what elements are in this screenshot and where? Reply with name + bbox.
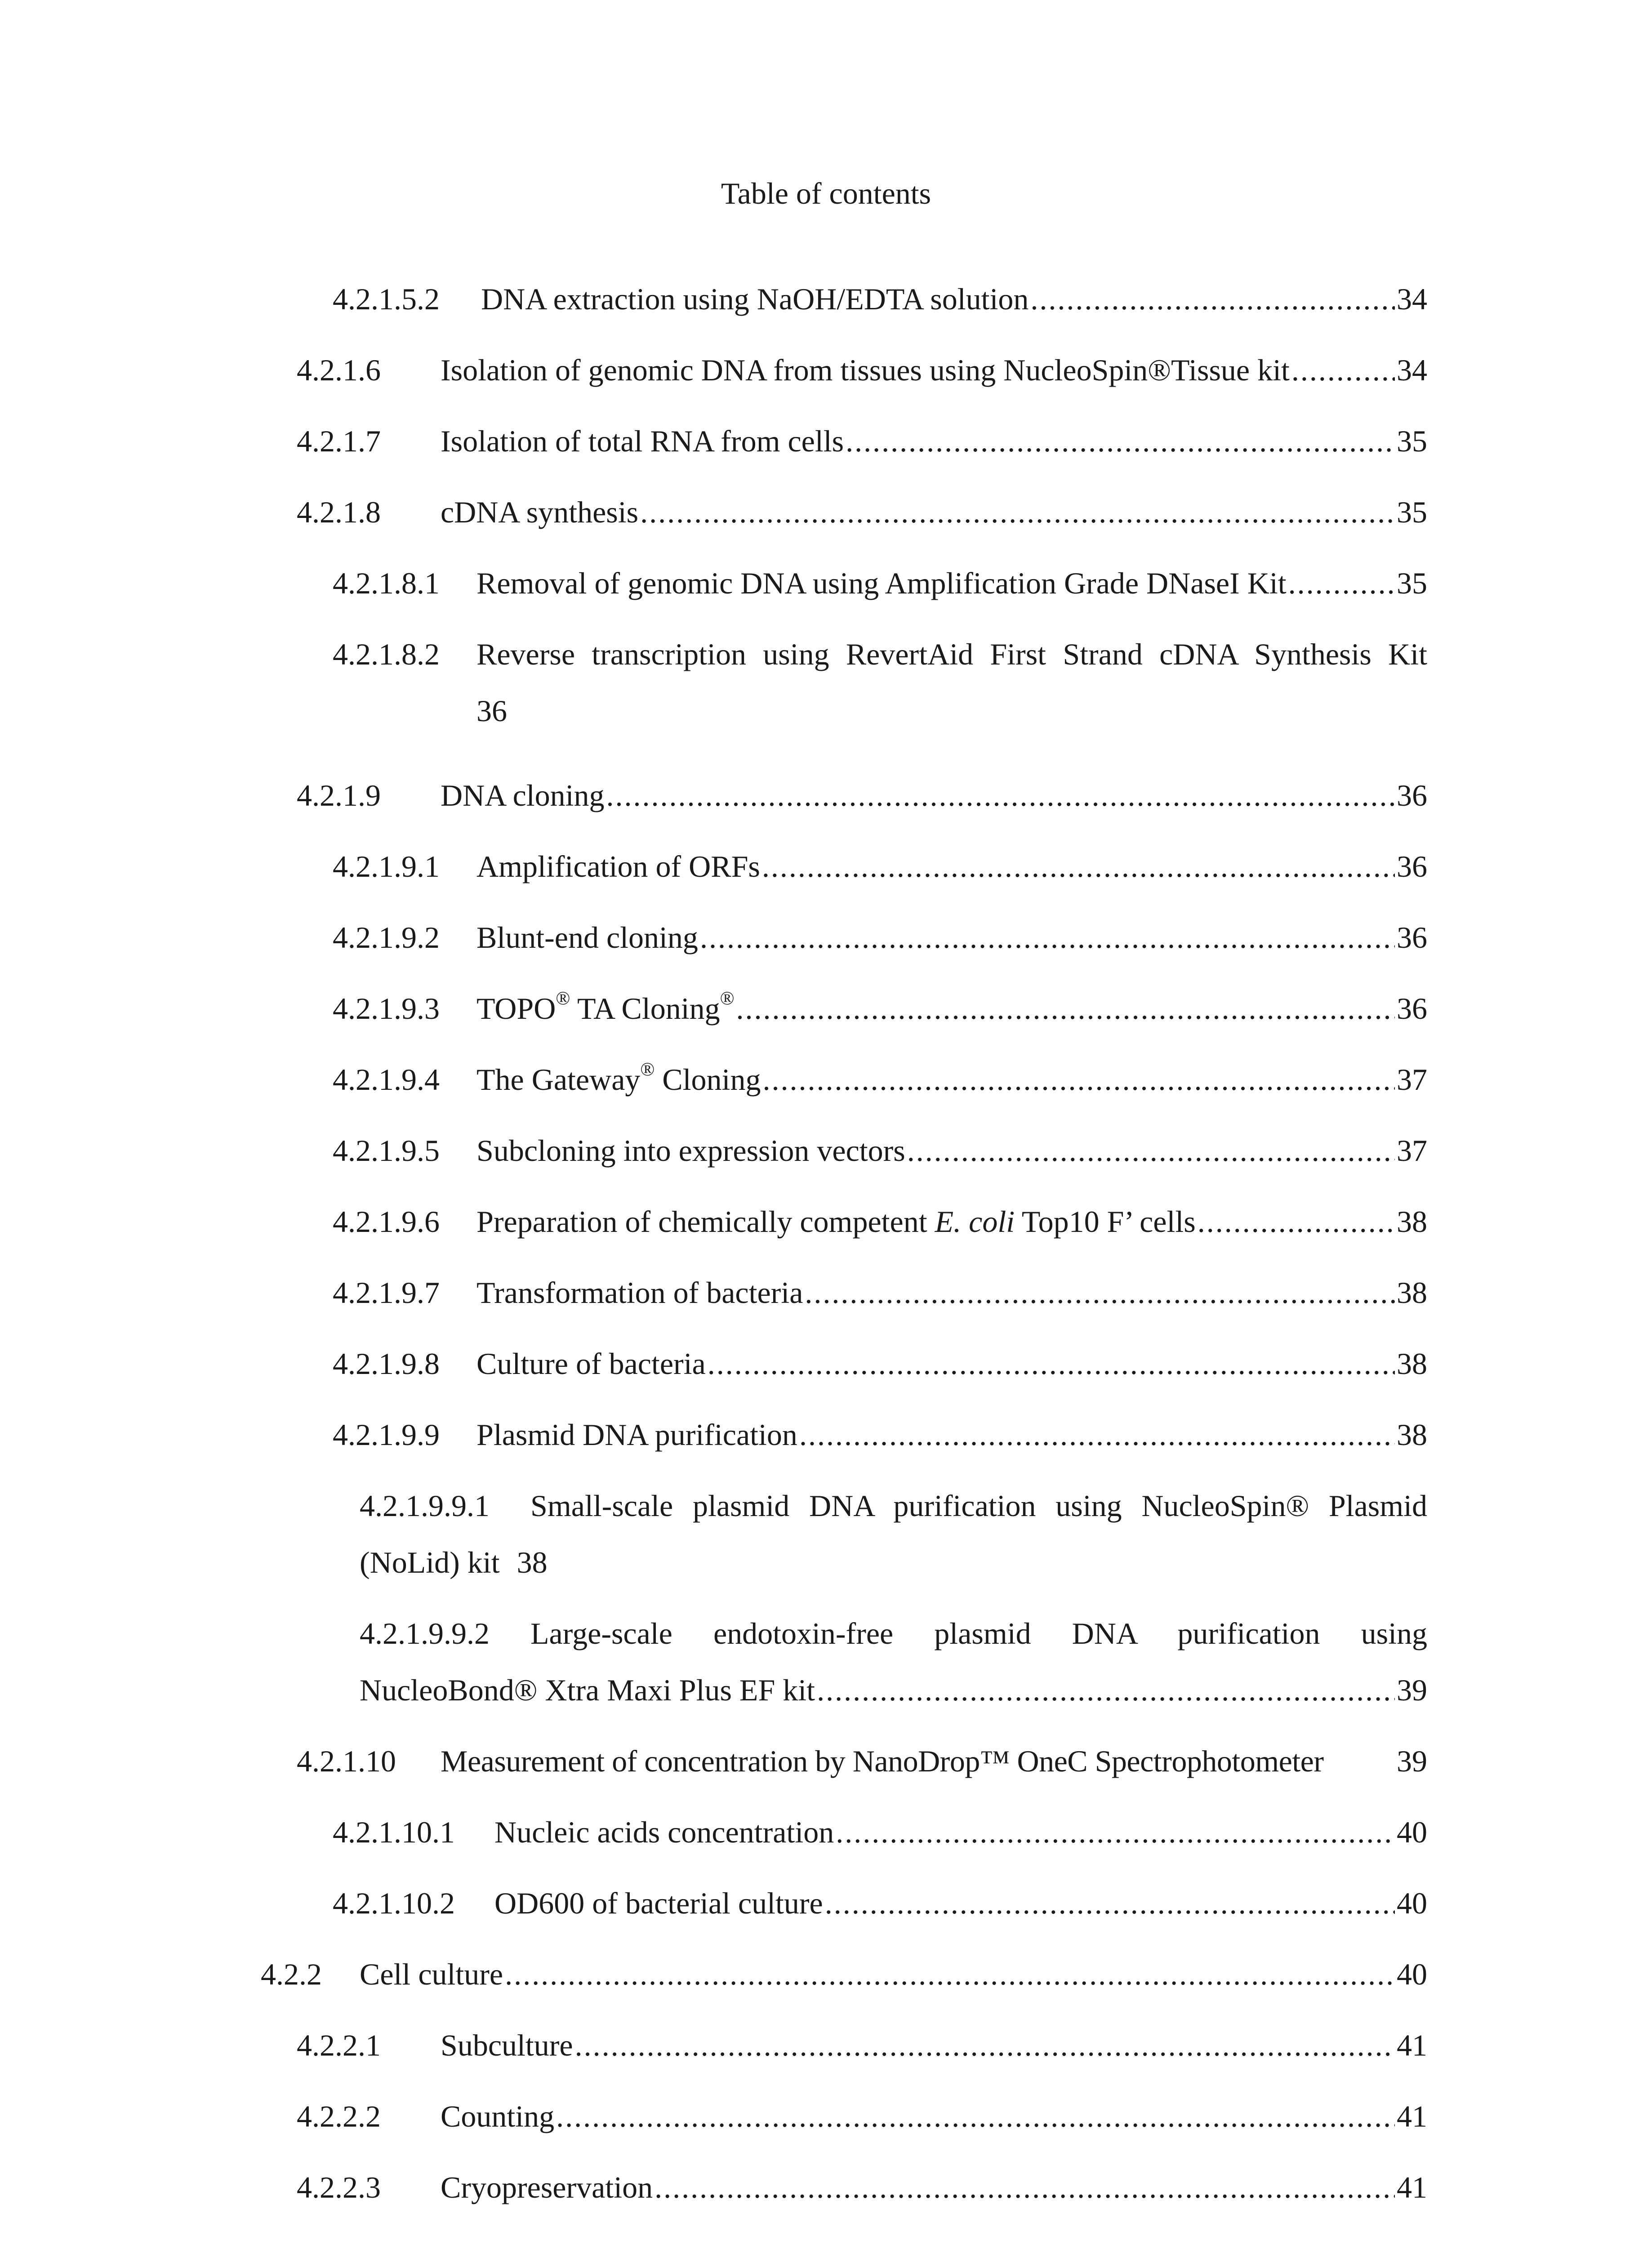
toc-entry-page: 38 (1397, 1204, 1427, 1239)
toc-entry-4-2-1-10[interactable] (297, 1741, 1427, 1781)
toc-entry-page: 40 (1397, 1815, 1427, 1849)
dot-leader (1288, 563, 1395, 603)
dot-leader (556, 2096, 1395, 2136)
toc-entry-page: 36 (1397, 920, 1427, 955)
toc-entry-title: Cell culture (360, 1957, 503, 1991)
toc-entry-4-2-1-8-2[interactable] (333, 634, 1427, 731)
toc-entry-number: 4.2.1.9.1 (333, 849, 440, 883)
toc-entry-4-2-2-2[interactable] (297, 2096, 1427, 2136)
dot-leader (817, 1670, 1395, 1710)
dot-leader (606, 775, 1395, 816)
species-name: E. coli (935, 1204, 1015, 1239)
toc-entry-number: 4.2.1.9.9.1 (360, 1489, 490, 1523)
toc-entry-title: Amplification of ORFs (476, 849, 760, 883)
toc-entry-page: 39 (1397, 1673, 1427, 1707)
toc-entry-4-2-1-8[interactable] (297, 492, 1427, 532)
toc-entry-4-2-1-9-5[interactable] (333, 1130, 1427, 1171)
toc-entry-page: 41 (1397, 2028, 1427, 2062)
toc-entry-page: 40 (1397, 1957, 1427, 1991)
toc-entry-page: 34 (1397, 282, 1427, 316)
toc-entry-number: 4.2.1.10.1 (333, 1815, 455, 1849)
toc-entry-page: 37 (1397, 1062, 1427, 1097)
toc-entry-page: 41 (1397, 2170, 1427, 2204)
toc-entry-title: Isolation of genomic DNA from tissues using NucleoSpin®Tissue kit (441, 353, 1290, 387)
toc-entry-title: Removal of genomic DNA using Amplification Grade DNaseI Kit (476, 566, 1287, 600)
registered-mark: ® (556, 988, 570, 1009)
toc-entry-page: 37 (1397, 1133, 1427, 1168)
toc-entry-number: 4.2.1.6 (297, 353, 381, 387)
registered-mark: ® (720, 988, 735, 1009)
toc-entry-title: Plasmid DNA purification (476, 1418, 797, 1452)
toc-entry-4-2-1-9-9[interactable] (333, 1414, 1427, 1455)
toc-entry-page: 38 (1397, 1347, 1427, 1381)
toc-entry-number: 4.2.1.8.2 (333, 637, 440, 671)
toc-entry-title: OD600 of bacterial culture (494, 1886, 823, 1920)
toc-entry-number: 4.2.1.5.2 (333, 282, 440, 316)
toc-entry-title: Counting (441, 2099, 555, 2133)
toc-entry-page: 36 (1397, 849, 1427, 883)
toc-entry-number: 4.2.1.9.4 (333, 1062, 440, 1097)
dot-leader (846, 421, 1395, 461)
dot-leader (640, 492, 1395, 532)
toc-entry-number: 4.2.1.10 (297, 1744, 396, 1778)
toc-entry-title-continued: (NoLid) kit (360, 1545, 500, 1579)
dot-leader (655, 2167, 1395, 2208)
toc-entry-number: 4.2.1.8.1 (333, 566, 440, 600)
toc-entry-title: Large-scale endotoxin-free plasmid DNA purification using (530, 1616, 1427, 1650)
toc-entry-4-2-1-9-3[interactable] (333, 988, 1427, 1029)
toc-entry-4-2-1-10-1[interactable] (333, 1812, 1427, 1852)
dot-leader (762, 1059, 1395, 1100)
toc-entry-title (476, 988, 735, 1029)
toc-entry-page: 38 (1397, 1276, 1427, 1310)
toc-entry-4-2-2-3[interactable] (297, 2167, 1427, 2208)
toc-entry-page: 35 (1397, 566, 1427, 600)
toc-entry-page: 39 (1397, 1744, 1427, 1778)
toc-entry-number: 4.2.1.9 (297, 778, 381, 812)
toc-entry-4-2-1-7[interactable] (297, 421, 1427, 461)
toc-entry-number: 4.2.2.1 (297, 2028, 381, 2062)
dot-leader (825, 1883, 1395, 1923)
dot-leader (836, 1812, 1395, 1852)
dot-leader (799, 1414, 1395, 1455)
toc-entry-title (476, 1201, 1196, 1242)
toc-entry-4-2-1-8-1[interactable] (333, 563, 1427, 603)
toc-entry-title: Blunt-end cloning (476, 920, 698, 955)
toc-entry-4-2-1-9-9-1[interactable] (360, 1485, 1427, 1583)
toc-entry-number: 4.2.2.2 (297, 2099, 381, 2133)
toc-entry-title: Measurement of concentration by NanoDrop™ OneC Spectrophotometer (441, 1744, 1324, 1778)
dot-leader (762, 846, 1395, 887)
dot-leader (708, 1343, 1395, 1384)
toc-entry-page: 34 (1397, 353, 1427, 387)
dot-leader (700, 917, 1395, 958)
toc-entry-4-2-1-9-9-2[interactable] (360, 1613, 1427, 1710)
toc-entry-number: 4.2.2 (261, 1957, 322, 1991)
toc-entry-title: Small-scale plasmid DNA purification using NucleoSpin® Plasmid (530, 1489, 1427, 1523)
dot-leader (1291, 350, 1395, 390)
toc-entry-page: 36 (1397, 991, 1427, 1026)
toc-entry-number: 4.2.1.9.2 (333, 920, 440, 955)
toc-entry-4-2-1-9-7[interactable] (333, 1272, 1427, 1313)
dot-leader (907, 1130, 1395, 1171)
toc-entry-number: 4.2.1.9.6 (333, 1204, 440, 1239)
toc-entry-page: 36 (1397, 778, 1427, 812)
toc-entry-title-part: Preparation of chemically competent (476, 1204, 935, 1239)
toc-entry-number: 4.2.1.9.9.2 (360, 1616, 490, 1650)
toc-entry-title-continued: NucleoBond® Xtra Maxi Plus EF kit (360, 1673, 815, 1707)
toc-entry-number: 4.2.1.9.8 (333, 1347, 440, 1381)
toc-entry-title-part: TA Cloning (570, 991, 720, 1026)
toc-entry-4-2-1-6[interactable] (297, 350, 1427, 390)
dot-leader (736, 988, 1395, 1029)
dot-leader (805, 1272, 1395, 1313)
toc-entry-4-2-1-9-8[interactable] (333, 1343, 1427, 1384)
toc-entry-title: Subcloning into expression vectors (476, 1133, 905, 1168)
toc-entry-title: Subculture (441, 2028, 573, 2062)
toc-entry-title: cDNA synthesis (441, 495, 639, 529)
toc-entry-title: Cryopreservation (441, 2170, 653, 2204)
toc-entry-number: 4.2.1.10.2 (333, 1886, 455, 1920)
toc-entry-title (476, 1059, 761, 1100)
toc-entry-4-2-1-5-2[interactable] (333, 279, 1427, 319)
dot-leader (505, 1954, 1395, 1994)
toc-entry-page: 36 (476, 694, 507, 728)
toc-entry-title: DNA cloning (441, 778, 605, 812)
page-title: Table of contents (721, 176, 931, 210)
toc-entry-4-2-1-9-6[interactable] (333, 1201, 1427, 1242)
toc-entry-page: 38 (517, 1545, 548, 1579)
registered-mark: ® (640, 1059, 655, 1080)
toc-entry-number: 4.2.2.3 (297, 2170, 381, 2204)
toc-entry-page: 40 (1397, 1886, 1427, 1920)
toc-entry-page: 35 (1397, 424, 1427, 458)
toc-entry-title-part: TOPO (476, 991, 556, 1026)
toc-entry-4-2-1-9-1[interactable] (333, 846, 1427, 887)
toc-entry-number: 4.2.1.9.9 (333, 1418, 440, 1452)
toc-entry-title-part: Cloning (655, 1062, 761, 1097)
toc-entry-4-2-2[interactable] (261, 1954, 1427, 1994)
toc-entry-title-part: Top10 F’ cells (1015, 1204, 1196, 1239)
toc-entry-title: Transformation of bacteria (476, 1276, 803, 1310)
dot-leader (575, 2025, 1395, 2065)
toc-entry-4-2-1-9-4[interactable] (333, 1059, 1427, 1100)
toc-entry-title: DNA extraction using NaOH/EDTA solution (481, 282, 1029, 316)
toc-entry-title: Reverse transcription using RevertAid First Strand cDNA Synthesis Kit (476, 637, 1427, 671)
dot-leader (1030, 279, 1395, 319)
toc-entry-4-2-1-9-2[interactable] (333, 917, 1427, 958)
toc-entry-4-2-2-1[interactable] (297, 2025, 1427, 2065)
dot-leader (1198, 1201, 1395, 1242)
toc-entry-title-part: The Gateway (476, 1062, 641, 1097)
toc-entry-page: 41 (1397, 2099, 1427, 2133)
toc-entry-page: 35 (1397, 495, 1427, 529)
toc-entry-number: 4.2.1.9.7 (333, 1276, 440, 1310)
toc-entry-page: 38 (1397, 1418, 1427, 1452)
toc-entry-4-2-1-10-2[interactable] (333, 1883, 1427, 1923)
toc-entry-title: Nucleic acids concentration (494, 1815, 834, 1849)
toc-entry-title: Isolation of total RNA from cells (441, 424, 844, 458)
toc-entry-number: 4.2.1.7 (297, 424, 381, 458)
toc-entry-number: 4.2.1.9.3 (333, 991, 440, 1026)
toc-entry-title: Culture of bacteria (476, 1347, 706, 1381)
toc-entry-4-2-1-9[interactable] (297, 775, 1427, 816)
toc-entry-number: 4.2.1.8 (297, 495, 381, 529)
toc-entry-number: 4.2.1.9.5 (333, 1133, 440, 1168)
